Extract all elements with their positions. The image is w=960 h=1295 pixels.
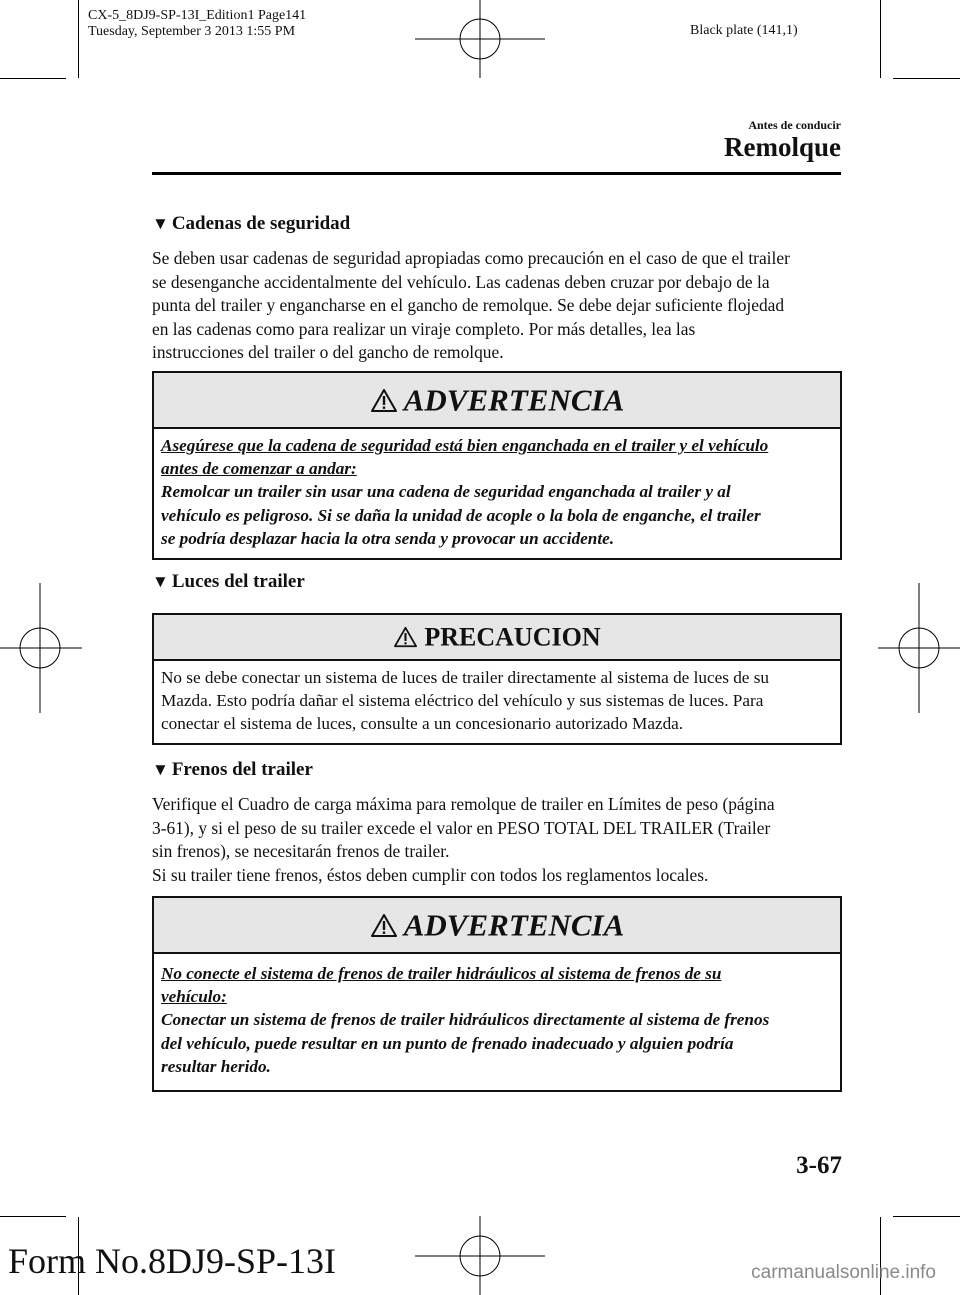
- registration-mark-bottom: [415, 1216, 545, 1295]
- text-line: se desenganche accidentalmente del vehículo. Las cadenas deben cruzar por debajo de la: [152, 271, 770, 292]
- page-number: 3-67: [796, 1152, 842, 1179]
- warning-lead-line: Asegúrese que la cadena de seguridad está bien enganchada en el trailer y el vehículo: [161, 436, 769, 455]
- text-line: Se deben usar cadenas de seguridad apropiadas como precaución en el caso de que el trailer: [152, 248, 790, 268]
- crop-mark: [893, 78, 960, 79]
- plate-label: Black plate (141,1): [690, 23, 798, 38]
- crop-mark: [78, 0, 79, 78]
- section-paragraph: [152, 247, 842, 365]
- caution-title: PRECAUCION: [424, 622, 601, 652]
- warning-box: [152, 371, 842, 560]
- warning-lead-line: antes de comenzar a andar:: [161, 459, 357, 479]
- text-line: instrucciones del trailer o del gancho de remolque.: [152, 342, 504, 362]
- caution-text-line: conectar el sistema de luces, consulte a un concesionario autorizado Mazda.: [161, 714, 684, 734]
- warning-body: [154, 429, 840, 558]
- form-number: Form No.8DJ9-SP-13I: [8, 1241, 337, 1281]
- warning-text-line: resultar herido.: [161, 1056, 271, 1076]
- caution-header: [154, 615, 840, 661]
- crop-mark: [0, 1216, 66, 1217]
- section-heading: [152, 759, 313, 781]
- caution-text-line: No se debe conectar un sistema de luces de trailer directamente al sistema de luces de su: [161, 668, 769, 687]
- registration-mark-top: [415, 0, 545, 80]
- text-line: sin frenos), se necesitarán frenos de trailer.: [152, 841, 450, 861]
- section-heading: [152, 213, 350, 235]
- warning-lead-line: vehículo:: [161, 987, 227, 1007]
- crop-mark: [880, 0, 881, 78]
- header-rule: [152, 172, 841, 175]
- section-heading: [152, 571, 305, 593]
- warning-body: [154, 954, 840, 1090]
- caution-body: [154, 661, 840, 743]
- crop-mark: [0, 78, 66, 79]
- warning-triangle-icon: [370, 913, 398, 938]
- warning-text-line: vehículo es peligroso. Si se daña la unidad de acople o la bola de enganche, el trailer: [161, 505, 761, 525]
- text-line: Verifique el Cuadro de carga máxima para remolque de trailer en Límites de peso (página: [152, 794, 775, 814]
- print-job-line: CX-5_8DJ9-SP-13I_Edition1 Page141: [88, 8, 307, 23]
- down-triangle-icon: ▼: [152, 214, 169, 233]
- caution-box: [152, 613, 842, 745]
- warning-text-line: Remolcar un trailer sin usar una cadena de seguridad enganchada al trailer y al: [161, 482, 731, 502]
- warning-text-line: Conectar un sistema de frenos de trailer hidráulicos directamente al sistema de frenos: [161, 1010, 770, 1030]
- caution-text-line: Mazda. Esto podría dañar el sistema eléctrico del vehículo y sus sistemas de luces. Para: [161, 691, 764, 711]
- warning-triangle-icon: [370, 388, 398, 413]
- warning-header: [154, 373, 840, 429]
- warning-header: [154, 898, 840, 954]
- warning-text-line: se podría desplazar hacia la otra senda y provocar un accidente.: [161, 528, 615, 548]
- running-title: Remolque: [724, 132, 841, 162]
- running-section: Antes de conducir: [748, 118, 841, 132]
- warning-lead-line: No conecte el sistema de frenos de trailer hidráulicos al sistema de frenos de su: [161, 964, 722, 983]
- warning-title: ADVERTENCIA: [403, 907, 625, 943]
- print-date-line: Tuesday, September 3 2013 1:55 PM: [88, 24, 296, 39]
- text-line: punta del trailer y engancharse en el gancho de remolque. Se debe dejar suficiente flojedad: [152, 295, 785, 315]
- text-line: en las cadenas como para realizar un viraje completo. Por más detalles, lea las: [152, 318, 696, 339]
- print-job-info: [88, 8, 306, 40]
- text-line: Si su trailer tiene frenos, éstos deben cumplir con todos los reglamentos locales.: [152, 864, 709, 885]
- warning-text-line: del vehículo, puede resultar en un punto de frenado inadecuado y alguien podría: [161, 1033, 734, 1053]
- down-triangle-icon: ▼: [152, 760, 169, 779]
- heading-text: Luces del trailer: [171, 571, 305, 592]
- registration-mark-left: [0, 583, 82, 713]
- warning-triangle-icon: [393, 626, 418, 648]
- warning-title: ADVERTENCIA: [403, 382, 625, 418]
- watermark: carmanualsonline.info: [751, 1262, 936, 1283]
- section-paragraph: [152, 793, 842, 887]
- text-line: 3-61), y si el peso de su trailer excede el valor en PESO TOTAL DEL TRAILER (Trailer: [152, 817, 771, 838]
- warning-box: [152, 896, 842, 1092]
- heading-text: Cadenas de seguridad: [171, 213, 351, 234]
- heading-text: Frenos del trailer: [171, 759, 313, 780]
- down-triangle-icon: ▼: [152, 572, 169, 591]
- registration-mark-right: [878, 583, 960, 713]
- crop-mark: [893, 1216, 960, 1217]
